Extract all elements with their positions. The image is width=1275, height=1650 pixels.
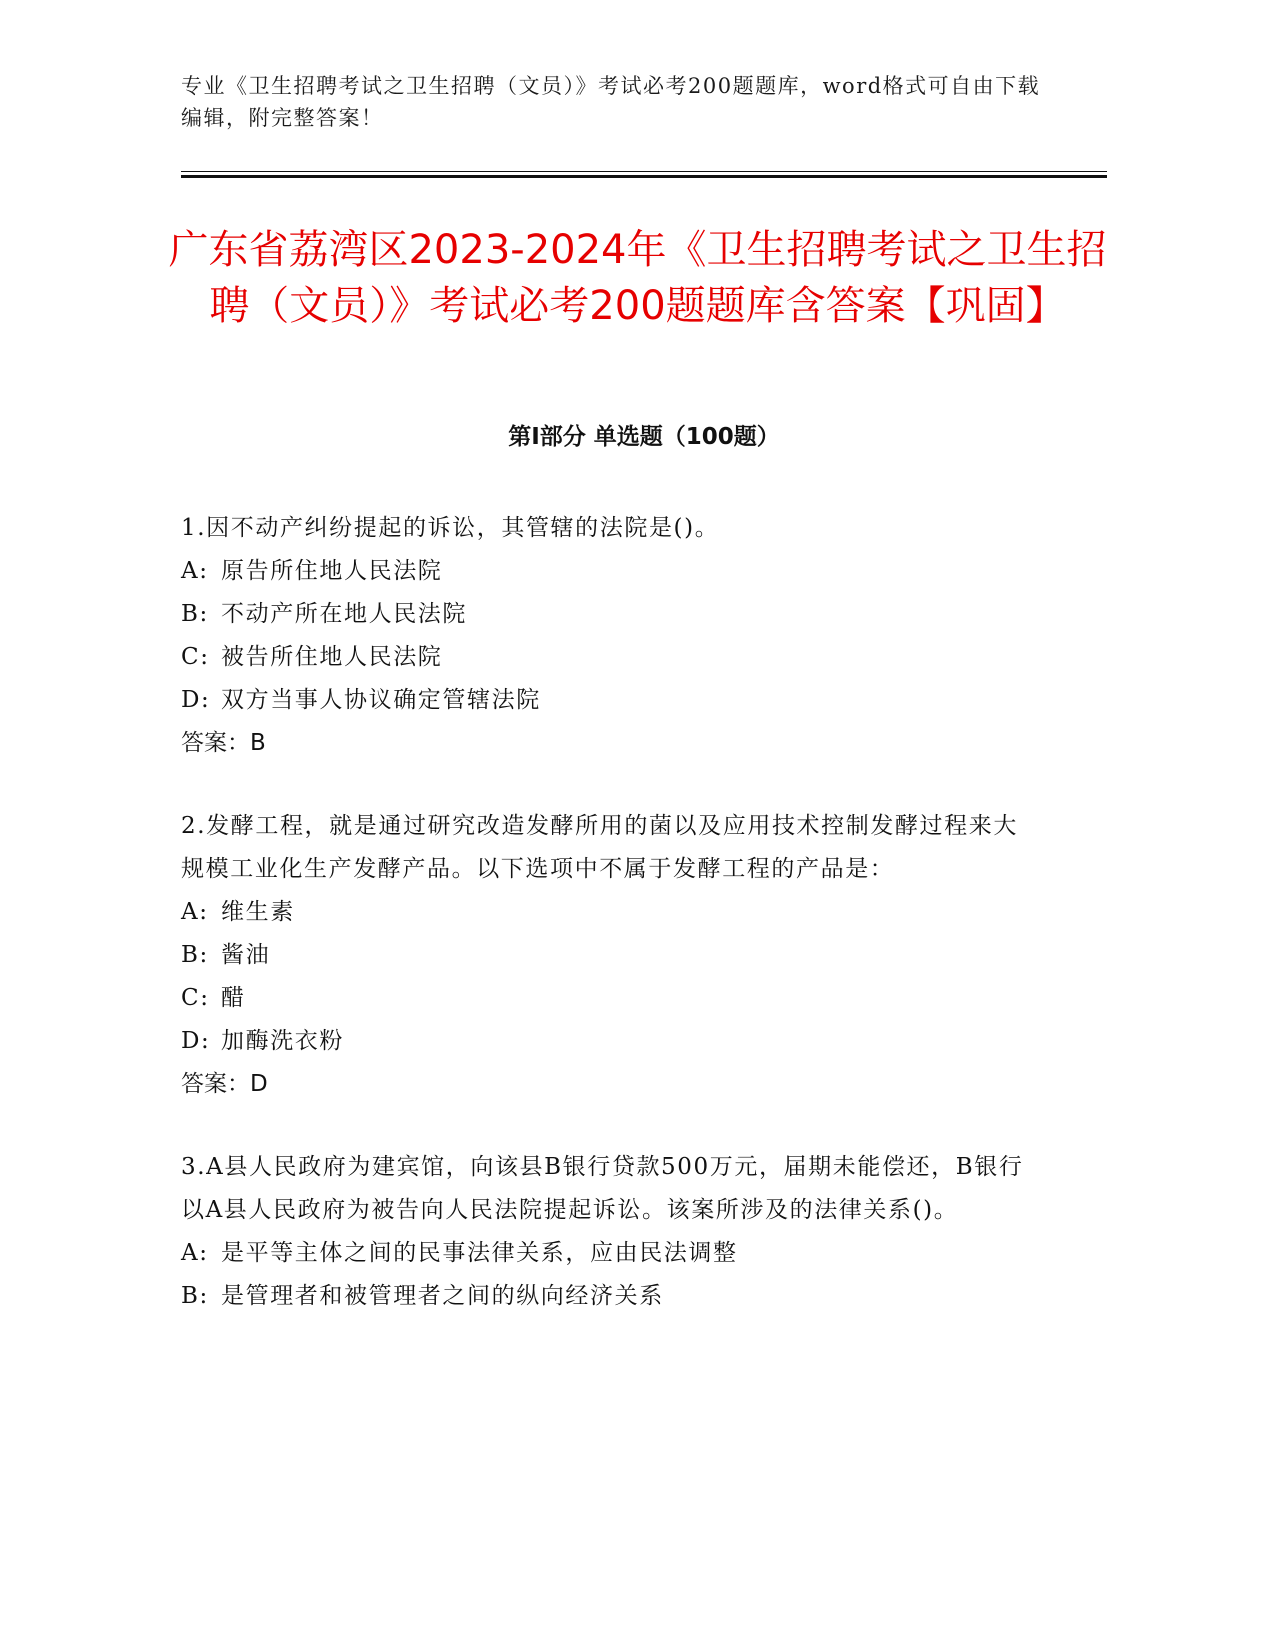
- option-text: 酱油: [221, 942, 271, 968]
- section-title: 第I部分 单选题（100题）: [508, 424, 780, 450]
- option-key: D:: [181, 1028, 211, 1054]
- option-key: D:: [181, 687, 211, 713]
- option-key: A:: [181, 558, 209, 584]
- option-d: [181, 1020, 1041, 1063]
- question-1: [181, 507, 1041, 765]
- option-key: C:: [181, 985, 210, 1011]
- question-stem: 3.A县人民政府为建宾馆，向该县B银行贷款500万元，届期未能偿还，B银行以A县人民政府为被告向人民法院提起诉讼。该案所涉及的法律关系()。: [181, 1154, 1024, 1223]
- option-b: [181, 1275, 1041, 1318]
- option-text: 被告所住地人民法院: [221, 644, 443, 670]
- option-b: [181, 934, 1041, 977]
- question-stem: 2.发酵工程，就是通过研究改造发酵所用的菌以及应用技术控制发酵过程来大规模工业化生产发酵产品。以下选项中不属于发酵工程的产品是：: [181, 813, 1018, 882]
- option-d: [181, 679, 1041, 722]
- option-a: [181, 550, 1041, 593]
- option-a: [181, 1232, 1041, 1275]
- option-key: B:: [181, 601, 209, 627]
- option-a: [181, 891, 1041, 934]
- option-text: 原告所住地人民法院: [221, 558, 443, 584]
- option-text: 是管理者和被管理者之间的纵向经济关系: [221, 1283, 664, 1309]
- header-divider-thick: [181, 175, 1107, 178]
- option-text: 不动产所在地人民法院: [221, 601, 467, 627]
- option-key: B:: [181, 1283, 209, 1309]
- document-title: 广东省荔湾区2023-2024年《卫生招聘考试之卫生招聘（文员）》考试必考200题题库含答案【巩固】: [168, 227, 1107, 329]
- option-key: A:: [181, 899, 209, 925]
- header-divider-thin: [181, 171, 1107, 172]
- option-text: 是平等主体之间的民事法律关系，应由民法调整: [221, 1240, 738, 1266]
- answer-line: 答案：D: [181, 1071, 268, 1097]
- option-key: A:: [181, 1240, 209, 1266]
- option-key: B:: [181, 942, 209, 968]
- header-note: 专业《卫生招聘考试之卫生招聘（文员）》考试必考200题题库，word格式可自由下载编辑，附完整答案！: [181, 74, 1041, 130]
- question-stem: 1.因不动产纠纷提起的诉讼，其管辖的法院是()。: [181, 515, 720, 541]
- option-c: [181, 636, 1041, 679]
- option-text: 加酶洗衣粉: [221, 1028, 344, 1054]
- option-b: [181, 593, 1041, 636]
- question-list: [181, 507, 1041, 1358]
- option-text: 醋: [221, 985, 246, 1011]
- question-3: [181, 1146, 1041, 1318]
- option-text: 维生素: [221, 899, 295, 925]
- answer-line: 答案：B: [181, 730, 266, 756]
- option-c: [181, 977, 1041, 1020]
- question-2: [181, 805, 1041, 1106]
- option-text: 双方当事人协议确定管辖法院: [221, 687, 541, 713]
- option-key: C:: [181, 644, 210, 670]
